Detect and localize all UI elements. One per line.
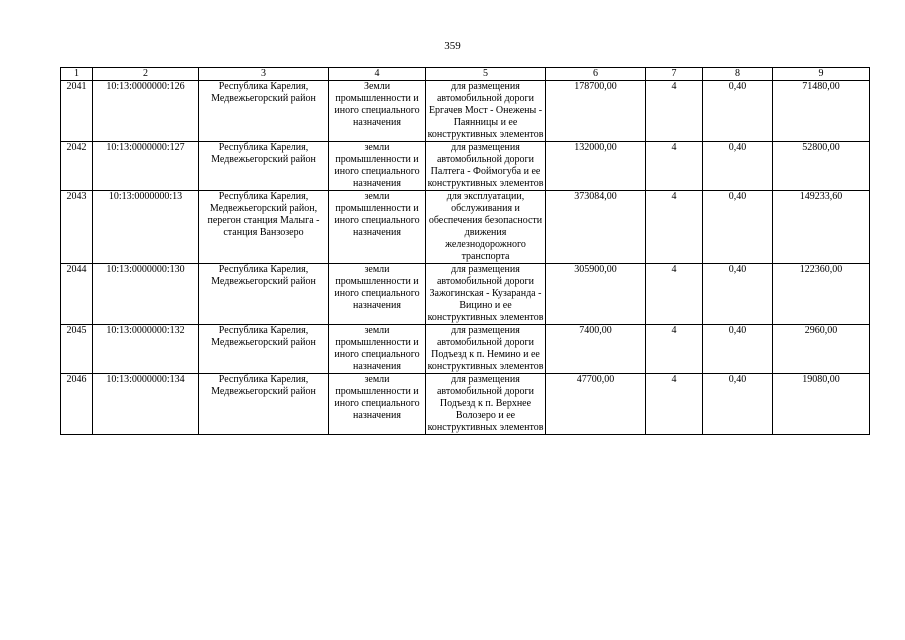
page-number: 359 — [444, 40, 461, 52]
location: Республика Карелия, Медвежьегорский район — [199, 374, 329, 435]
column-7-value: 4 — [646, 142, 703, 191]
rate: 0,40 — [703, 81, 773, 142]
header-row — [61, 68, 870, 81]
table-row — [61, 325, 870, 374]
total: 122360,00 — [773, 264, 870, 325]
row-number: 2045 — [61, 325, 93, 374]
column-7-value: 4 — [646, 81, 703, 142]
column-header: 3 — [199, 68, 329, 81]
permitted-use: для размещения автомобильной дороги Зажогинская - Кузаранда - Вицино и ее конструктивных элементов — [426, 264, 546, 325]
permitted-use: для размещения автомобильной дороги Подъезд к п. Немино и ее конструктивных элементов — [426, 325, 546, 374]
column-header: 1 — [61, 68, 93, 81]
table-row — [61, 264, 870, 325]
rate: 0,40 — [703, 264, 773, 325]
column-header: 5 — [426, 68, 546, 81]
table-row — [61, 81, 870, 142]
cadastral-number: 10:13:0000000:130 — [93, 264, 199, 325]
land-category: земли промышленности и иного специального назначения — [329, 264, 426, 325]
location: Республика Карелия, Медвежьегорский район — [199, 142, 329, 191]
permitted-use: для размещения автомобильной дороги Палтега - Фоймогуба и ее конструктивных элементов — [426, 142, 546, 191]
total: 71480,00 — [773, 81, 870, 142]
land-category: земли промышленности и иного специального назначения — [329, 191, 426, 264]
location: Республика Карелия, Медвежьегорский район — [199, 264, 329, 325]
area: 373084,00 — [546, 191, 646, 264]
permitted-use: для размещения автомобильной дороги Подъезд к п. Верхнее Волозеро и ее конструктивных элементов — [426, 374, 546, 435]
location: Республика Карелия, Медвежьегорский район, перегон станция Малыга - станция Ванзозеро — [199, 191, 329, 264]
column-7-value: 4 — [646, 325, 703, 374]
area: 178700,00 — [546, 81, 646, 142]
column-7-value: 4 — [646, 374, 703, 435]
column-header: 9 — [773, 68, 870, 81]
table-row — [61, 142, 870, 191]
area: 47700,00 — [546, 374, 646, 435]
rate: 0,40 — [703, 142, 773, 191]
cadastral-number: 10:13:0000000:132 — [93, 325, 199, 374]
total: 149233,60 — [773, 191, 870, 264]
cadastral-number: 10:13:0000000:13 — [93, 191, 199, 264]
row-number: 2046 — [61, 374, 93, 435]
total: 19080,00 — [773, 374, 870, 435]
permitted-use: для эксплуатации, обслуживания и обеспечения безопасности движения железнодорожного транспорта — [426, 191, 546, 264]
location: Республика Карелия, Медвежьегорский район — [199, 325, 329, 374]
cadastral-number: 10:13:0000000:134 — [93, 374, 199, 435]
row-number: 2041 — [61, 81, 93, 142]
cadastral-number: 10:13:0000000:126 — [93, 81, 199, 142]
area: 132000,00 — [546, 142, 646, 191]
land-category: Земли промышленности и иного специального назначения — [329, 81, 426, 142]
land-category: земли промышленности и иного специального назначения — [329, 325, 426, 374]
permitted-use: для размещения автомобильной дороги Ергачев Мост - Онежены - Паянницы и ее конструктивных элементов — [426, 81, 546, 142]
column-header: 2 — [93, 68, 199, 81]
table-row — [61, 374, 870, 435]
land-category: земли промышленности и иного специального назначения — [329, 374, 426, 435]
area: 7400,00 — [546, 325, 646, 374]
column-7-value: 4 — [646, 191, 703, 264]
column-header: 7 — [646, 68, 703, 81]
column-header: 6 — [546, 68, 646, 81]
land-category: земли промышленности и иного специального назначения — [329, 142, 426, 191]
rate: 0,40 — [703, 374, 773, 435]
total: 52800,00 — [773, 142, 870, 191]
rate: 0,40 — [703, 325, 773, 374]
total: 2960,00 — [773, 325, 870, 374]
cadastral-number: 10:13:0000000:127 — [93, 142, 199, 191]
row-number: 2044 — [61, 264, 93, 325]
table-row — [61, 191, 870, 264]
land-registry-table — [60, 67, 870, 435]
location: Республика Карелия, Медвежьегорский район — [199, 81, 329, 142]
row-number: 2043 — [61, 191, 93, 264]
rate: 0,40 — [703, 191, 773, 264]
row-number: 2042 — [61, 142, 93, 191]
column-header: 4 — [329, 68, 426, 81]
column-header: 8 — [703, 68, 773, 81]
area: 305900,00 — [546, 264, 646, 325]
column-7-value: 4 — [646, 264, 703, 325]
